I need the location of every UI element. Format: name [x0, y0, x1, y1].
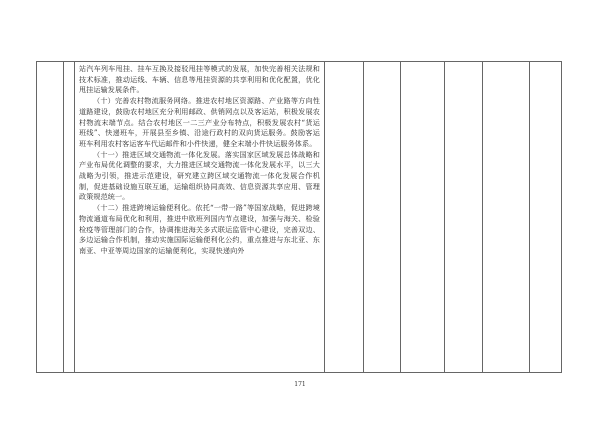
table-cell	[64, 62, 75, 373]
table-cell	[325, 62, 364, 373]
table-cell	[445, 62, 483, 373]
table-cell	[37, 62, 64, 373]
body-text	[75, 62, 324, 257]
page-number: 171	[294, 381, 306, 388]
table-cell	[483, 62, 530, 373]
table-row	[37, 62, 562, 373]
text-cell	[75, 62, 325, 373]
paragraph-continued: 站汽车列车甩挂、挂车互换及接驳甩挂等模式的发展，加快完善相关法规和技术标准，推动运线、车辆、信息等甩挂资源的共享利用和优化配置，优化甩挂运输发展条件。	[79, 64, 320, 95]
paragraph-item-10: （十）完善农村物流服务网络。推进农村地区资源路、产业路等方向性道路建设，鼓励农村地区充分利用邮政、供销网点以及客运站，积极发展农村物流末端节点。结合农村地区一二三产业分布特点，积极发展农村“货运班线”、快递班车，开展县至乡镇、沿途行政村的双向货运服务。鼓励客运班车利用农村客运客车代运邮件和小件快递，健全末端小件快运服务体系。	[79, 96, 320, 148]
paragraph-item-11: （十一）推进区域交通物流一体化发展。落实国家区域发展总体战略和产业布局优化调整的要求，大力推进区域交通物流一体化发展水平，以三大战略为引领，推进示范建设，研究建立跨区域交通物流一体化发展合作机制，促进基础设施互联互通，运输组织协同高效、信息资源共享应用、管理政策规范统一。	[79, 149, 320, 202]
paragraph-item-12: （十二）推进跨境运输便利化。依托“一带一路”等国家战略，促进跨境物流通道布局优化和利用，推进中欧班列国内节点建设，加强与海关、检验检疫等管理部门的合作，协调推进海关多式联运监管中心建设，完善双边、多边运输合作机制，推动实施国际运输便利化公约，重点推进与东北亚、东南亚、中亚等周边国家的运输便利化，实现快递向外	[79, 203, 320, 255]
content-table	[36, 61, 562, 373]
table-cell	[530, 62, 562, 373]
table-cell	[364, 62, 401, 373]
table-cell	[401, 62, 445, 373]
